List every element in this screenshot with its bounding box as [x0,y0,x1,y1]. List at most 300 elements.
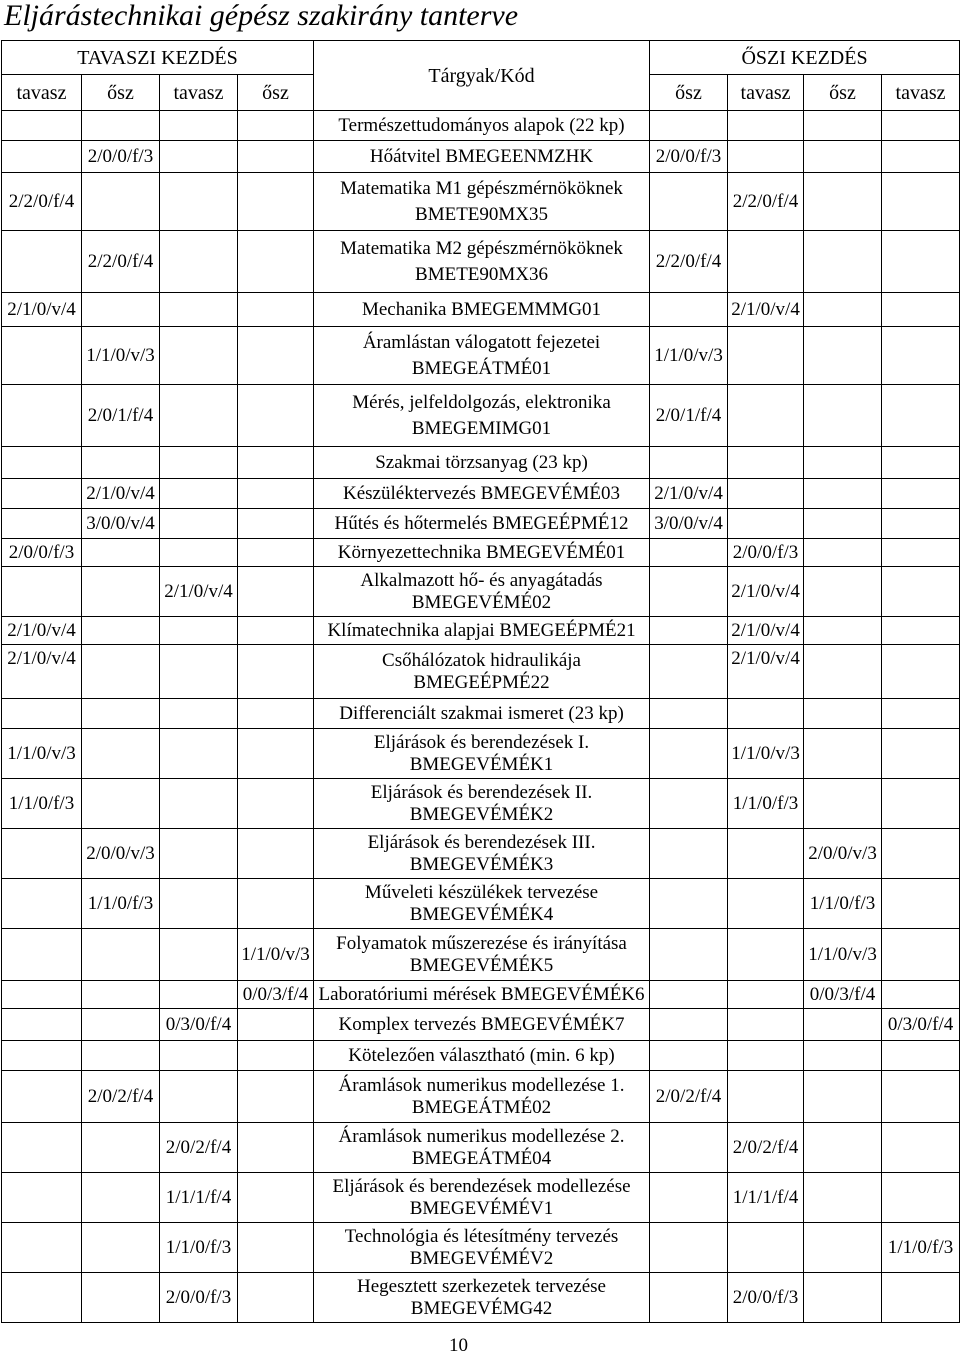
credit-cell [804,509,882,539]
credit-cell [882,779,960,829]
course-name: Eljárások és berendezések III. [367,831,596,853]
credit-cell [650,729,728,779]
course-cell [314,779,650,829]
credit-value: 1/1/0/f/3 [87,892,154,914]
credit-value: 2/1/0/v/4 [731,298,800,320]
credit-cell [882,879,960,929]
credit-cell [728,173,804,231]
course-row [2,479,960,509]
credit-cell [650,231,728,293]
credit-cell [160,617,238,645]
credit-value: 1/1/1/f/4 [165,1186,232,1208]
credit-cell [160,1123,238,1173]
course-row [2,231,960,293]
course-name: Alkalmazott hő- és anyagátadás [360,569,603,591]
course-code: BMEGEMIMG01 [411,417,552,439]
credit-cell [728,879,804,929]
credit-cell [882,617,960,645]
credit-cell [650,111,728,141]
credit-value: 2/0/0/v/3 [86,842,155,864]
credit-cell [882,699,960,729]
credit-cell [650,1273,728,1323]
course-code: BMEGEVÉMG42 [410,1297,553,1319]
credit-cell [160,479,238,509]
course-cell [314,829,650,879]
semester-header: ősz [238,75,314,111]
credit-cell [804,539,882,567]
course-name: Hegesztett szerkezetek tervezése [357,1275,606,1297]
credit-cell [238,173,314,231]
course-name: Eljárások és berendezések II. [370,781,593,803]
credit-cell [160,729,238,779]
credit-cell [650,509,728,539]
course-cell [314,929,650,981]
credit-cell [882,327,960,385]
course-name-and-code: Laboratóriumi mérések BMEGEVÉMÉK6 [318,983,645,1005]
credit-value: 1/1/0/f/3 [887,1236,954,1258]
credit-value: 1/1/0/f/3 [8,792,75,814]
page-number: 10 [449,1335,468,1356]
autumn-start-header: ŐSZI KEZDÉS [650,41,960,75]
credit-cell [650,879,728,929]
section-title: Szakmai törzsanyag (23 kp) [375,451,588,473]
credit-cell [238,1273,314,1323]
document-title: Eljárástechnikai gépész szakirány tanterve [4,0,519,32]
credit-cell [160,779,238,829]
section-title-cell [314,111,650,141]
credit-value: 1/1/1/f/4 [732,1186,799,1208]
credit-cell [804,479,882,509]
credit-value: 2/1/0/v/4 [7,619,76,641]
course-code: BMETE90MX35 [415,203,549,225]
credit-cell [882,385,960,447]
credit-cell [650,929,728,981]
section-title: Differenciált szakmai ismeret (23 kp) [339,702,624,724]
course-cell [314,539,650,567]
credit-cell [82,327,160,385]
credit-value: 2/0/0/f/3 [165,1286,232,1308]
course-cell [314,385,650,447]
credit-cell [804,1041,882,1071]
credit-cell [728,539,804,567]
course-row [2,1123,960,1173]
credit-cell [650,293,728,327]
credit-cell [160,1009,238,1041]
credit-cell [238,509,314,539]
credit-cell [804,385,882,447]
credit-cell [82,981,160,1009]
credit-value: 2/1/0/v/4 [164,580,233,602]
course-code: BMEGEÁTMÉ02 [411,1096,552,1118]
course-code: BMETE90MX36 [415,263,549,285]
credit-cell [804,829,882,879]
course-cell [314,567,650,617]
credit-cell [882,1173,960,1223]
credit-cell [728,1009,804,1041]
credit-cell [160,385,238,447]
course-name: Áramlástan válogatott fejezetei [362,331,601,353]
credit-cell [82,1273,160,1323]
semester-header: ősz [650,75,728,111]
credit-cell [2,111,82,141]
credit-cell [728,1041,804,1071]
course-cell [314,1123,650,1173]
credit-cell [650,173,728,231]
semester-header: ősz [82,75,160,111]
credit-cell [2,567,82,617]
credit-cell [160,173,238,231]
credit-cell [882,645,960,699]
credit-cell [82,729,160,779]
credit-value: 3/0/0/v/4 [654,512,723,534]
credit-cell [650,539,728,567]
course-row [2,509,960,539]
table-header [2,41,960,111]
credit-cell [238,645,314,699]
course-name-and-code: Környezettechnika BMEGEVÉMÉ01 [337,541,626,563]
course-code: BMEGEVÉMÉK4 [409,903,554,925]
semester-header: tavasz [160,75,238,111]
credit-cell [728,1223,804,1273]
course-row [2,1009,960,1041]
credit-cell [82,293,160,327]
credit-cell [238,929,314,981]
credit-cell [882,173,960,231]
course-row [2,829,960,879]
credit-cell [82,479,160,509]
credit-value: 2/1/0/v/4 [7,298,76,320]
credit-value: 2/2/0/f/4 [732,190,799,212]
credit-cell [804,617,882,645]
credit-cell [160,879,238,929]
credit-value: 3/0/0/v/4 [86,512,155,534]
credit-cell [728,645,804,699]
credit-cell [2,1071,82,1123]
credit-cell [650,447,728,479]
course-name: Áramlások numerikus modellezése 1. [338,1074,625,1096]
credit-cell [238,1123,314,1173]
section-row [2,1041,960,1071]
credit-cell [238,1009,314,1041]
credit-cell [2,1173,82,1223]
credit-value: 1/1/0/v/3 [808,943,877,965]
course-cell [314,1223,650,1273]
credit-value: 2/0/0/f/3 [732,541,799,563]
credit-cell [238,539,314,567]
credit-cell [160,981,238,1009]
course-row [2,567,960,617]
credit-cell [804,779,882,829]
course-name-and-code: Hűtés és hőtermelés BMEGEÉPMÉ12 [334,512,629,534]
credit-cell [728,1273,804,1323]
credit-cell [82,779,160,829]
credit-cell [238,293,314,327]
credit-cell [650,981,728,1009]
course-row [2,1173,960,1223]
subject-code-header: Tárgyak/Kód [314,41,650,111]
credit-cell [160,1173,238,1223]
credit-value: 1/1/0/f/3 [809,892,876,914]
course-code: BMEGEÉPMÉ22 [413,671,550,693]
credit-cell [882,539,960,567]
credit-cell [804,1009,882,1041]
credit-cell [82,231,160,293]
credit-cell [650,1123,728,1173]
credit-value: 2/2/0/f/4 [655,250,722,272]
credit-cell [2,173,82,231]
credit-cell [82,617,160,645]
credit-cell [728,509,804,539]
course-cell [314,617,650,645]
credit-cell [238,1071,314,1123]
credit-cell [804,111,882,141]
course-name: Áramlások numerikus modellezése 2. [338,1125,625,1147]
credit-cell [238,1173,314,1223]
credit-cell [82,1173,160,1223]
credit-cell [650,567,728,617]
course-row [2,729,960,779]
credit-cell [160,1223,238,1273]
credit-value: 2/0/0/f/3 [732,1286,799,1308]
credit-cell [160,1041,238,1071]
course-name: Csőhálózatok hidraulikája [382,649,581,671]
credit-cell [82,1223,160,1273]
credit-cell [804,1123,882,1173]
semester-header: ősz [804,75,882,111]
course-cell [314,293,650,327]
credit-cell [882,111,960,141]
header-row-start [2,41,960,75]
credit-cell [882,829,960,879]
course-row [2,981,960,1009]
credit-cell [82,385,160,447]
course-row [2,141,960,173]
credit-cell [82,111,160,141]
credit-cell [804,645,882,699]
credit-value: 1/1/0/v/3 [241,943,310,965]
credit-cell [2,231,82,293]
credit-cell [728,929,804,981]
credit-cell [160,509,238,539]
course-name-and-code: Hőátvitel BMEGEENMZHK [369,145,594,167]
course-code: BMEGEVÉMÉK2 [409,803,554,825]
credit-cell [882,141,960,173]
credit-cell [82,699,160,729]
course-code: BMEGEÁTMÉ04 [411,1147,552,1169]
credit-value: 2/1/0/v/4 [731,580,800,602]
credit-cell [804,567,882,617]
credit-cell [882,1071,960,1123]
course-name: Folyamatok műszerezése és irányítása [336,932,627,954]
credit-cell [650,1041,728,1071]
course-row [2,879,960,929]
credit-cell [238,111,314,141]
credit-cell [238,141,314,173]
credit-cell [882,1041,960,1071]
credit-cell [882,509,960,539]
credit-cell [2,509,82,539]
credit-cell [728,1173,804,1223]
curriculum-table [1,40,960,1323]
course-row [2,779,960,829]
semester-header: tavasz [728,75,804,111]
course-cell [314,1071,650,1123]
credit-cell [160,327,238,385]
credit-cell [650,779,728,829]
credit-cell [160,567,238,617]
credit-cell [728,385,804,447]
credit-cell [804,1273,882,1323]
course-row [2,327,960,385]
course-code: BMEGEVÉMÉV1 [409,1197,554,1219]
credit-cell [650,699,728,729]
credit-cell [728,729,804,779]
credit-value: 2/2/0/f/4 [8,190,75,212]
course-name-and-code: Készüléktervezés BMEGEVÉMÉ03 [343,482,621,504]
credit-cell [650,617,728,645]
credit-cell [160,1273,238,1323]
credit-value: 1/1/0/v/3 [654,344,723,366]
course-row [2,173,960,231]
credit-cell [728,699,804,729]
credit-cell [2,447,82,479]
credit-value: 1/1/0/f/3 [732,792,799,814]
course-name: Műveleti készülékek tervezése [364,881,599,903]
credit-cell [2,879,82,929]
course-name: Mérés, jelfeldolgozás, elektronika [352,391,611,413]
course-row [2,929,960,981]
credit-cell [728,327,804,385]
course-row [2,645,960,699]
section-row [2,447,960,479]
credit-cell [728,779,804,829]
credit-cell [82,1009,160,1041]
credit-cell [238,447,314,479]
credit-cell [160,829,238,879]
credit-value: 2/1/0/v/4 [654,482,723,504]
spring-start-header: TAVASZI KEZDÉS [2,41,314,75]
credit-cell [82,929,160,981]
credit-cell [804,729,882,779]
credit-cell [2,617,82,645]
credit-cell [160,645,238,699]
section-row [2,111,960,141]
credit-cell [804,879,882,929]
course-name: Eljárások és berendezések I. [373,731,590,753]
credit-cell [882,567,960,617]
credit-cell [2,1009,82,1041]
credit-cell [238,699,314,729]
credit-cell [2,385,82,447]
course-cell [314,509,650,539]
credit-cell [2,1273,82,1323]
credit-cell [2,929,82,981]
credit-value: 2/0/2/f/4 [87,1085,154,1107]
credit-cell [160,231,238,293]
course-code: BMEGEVÉMÉK1 [409,753,554,775]
credit-value: 2/0/0/f/3 [8,541,75,563]
credit-cell [804,141,882,173]
credit-cell [728,111,804,141]
credit-cell [882,231,960,293]
credit-cell [728,981,804,1009]
credit-cell [650,1173,728,1223]
credit-cell [804,981,882,1009]
credit-cell [238,981,314,1009]
credit-cell [238,779,314,829]
credit-value: 2/0/0/v/3 [808,842,877,864]
credit-cell [238,479,314,509]
credit-cell [2,1041,82,1071]
credit-cell [160,929,238,981]
credit-cell [2,729,82,779]
credit-value: 2/0/1/f/4 [87,404,154,426]
credit-cell [82,1123,160,1173]
course-cell [314,879,650,929]
course-cell [314,231,650,293]
course-row [2,385,960,447]
credit-cell [238,1223,314,1273]
credit-value: 2/1/0/v/4 [731,648,800,669]
course-cell [314,327,650,385]
credit-cell [804,447,882,479]
credit-value: 1/1/0/v/3 [86,344,155,366]
semester-header: tavasz [2,75,82,111]
credit-cell [804,173,882,231]
credit-value: 0/0/3/f/4 [242,983,309,1005]
credit-cell [82,879,160,929]
course-row [2,1071,960,1123]
credit-cell [238,829,314,879]
credit-cell [2,1123,82,1173]
credit-cell [650,1071,728,1123]
credit-cell [82,1071,160,1123]
credit-cell [650,645,728,699]
credit-cell [804,231,882,293]
credit-cell [2,779,82,829]
credit-cell [882,729,960,779]
credit-cell [160,447,238,479]
credit-cell [82,173,160,231]
course-name-and-code: Komplex tervezés BMEGEVÉMÉK7 [338,1013,625,1035]
course-cell [314,173,650,231]
credit-cell [2,699,82,729]
credit-cell [82,539,160,567]
credit-cell [238,879,314,929]
credit-cell [2,981,82,1009]
credit-value: 2/2/0/f/4 [87,250,154,272]
credit-cell [882,981,960,1009]
credit-cell [238,729,314,779]
credit-value: 2/0/0/f/3 [655,145,722,167]
credit-cell [650,479,728,509]
credit-cell [2,141,82,173]
credit-cell [2,829,82,879]
credit-cell [238,1041,314,1071]
course-cell [314,1273,650,1323]
credit-cell [882,447,960,479]
credit-value: 0/3/0/f/4 [165,1013,232,1035]
credit-cell [804,293,882,327]
credit-cell [728,617,804,645]
credit-cell [650,1223,728,1273]
credit-value: 0/3/0/f/4 [887,1013,954,1035]
credit-value: 2/0/2/f/4 [732,1136,799,1158]
section-title: Természettudományos alapok (22 kp) [338,114,625,136]
course-code: BMEGEVÉMÉK5 [409,954,554,976]
credit-value: 0/0/3/f/4 [809,983,876,1005]
course-name: Matematika M1 gépészmérnököknek [340,177,623,199]
